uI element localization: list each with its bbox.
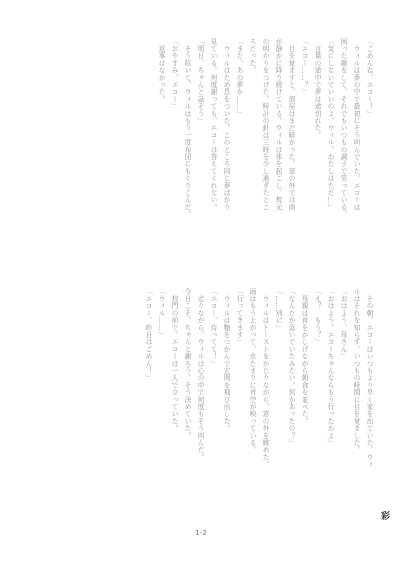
top-text-line: ウィルはため息をついた。このところ同じ夢ばかり (222, 38, 230, 211)
top-text-line: 「ごめんね、エコー！」 (365, 38, 373, 118)
top-text-line: 返事はなかった。 (157, 38, 165, 103)
bottom-text-line: 「なんだか急いでいたみたい。何かあったの？」 (287, 288, 295, 447)
top-text-line: の明かりをつけた。時計の針は三時を少し過ぎたとこ (261, 38, 269, 211)
bottom-text-line: 校門の前で、エコーは一人で立っていた。 (170, 288, 178, 432)
bottom-text-line: 「ウィル……」 (157, 288, 165, 339)
top-text-line: 「明日、ちゃんと話そう」 (196, 38, 204, 125)
bottom-text-line: ウィルはトーストをかじりながら、窓の外を眺めた。 (261, 288, 269, 468)
bottom-text-line: ウィルは鞄をつかんで玄関を飛び出した。 (222, 288, 230, 432)
top-text-line: が静かに降り続けている。ウィルは体を起こし、枕元 (274, 38, 282, 211)
top-text-line: 「気にしないでいいのよ、ウィル。わたしはただ…」 (326, 38, 334, 211)
bottom-text-line: 「……別に」 (274, 288, 282, 332)
page-number: 1-2 (195, 529, 207, 537)
top-text-line: 「エコー……？」 (300, 38, 308, 96)
top-text-line: 目を覚ますと、部屋はまだ暗かった。窓の外では雨 (287, 38, 295, 211)
top-text-line: 困った顔をして、それでもいつもの調子で笑っている。 (339, 38, 347, 218)
edge-mark: 彩 (379, 511, 389, 520)
top-text-line: ろだった。 (248, 38, 256, 74)
bottom-text-line: 母親は首をかしげながら朝食を並べた。 (300, 288, 308, 425)
bottom-text-line: その朝、エコーはいつもより早く家を出ていた。ウィ (365, 288, 373, 468)
bottom-text-line: ルはそれを知らず、いつもの時間に目を覚ました。 (352, 288, 360, 454)
bottom-text-line: 走りながら、ウィルは心の中で何度もそう叫んだ。 (196, 288, 204, 461)
bottom-text-line: 「おはよう、母さん」 (339, 288, 347, 360)
top-text-line: 言葉の途中で夢は途切れた。 (313, 38, 321, 139)
bottom-text-line: 「エコー、昨日はごめん！」 (144, 288, 152, 382)
top-text-line: ウィルは夢の中で最初にそう叫んでいた。エコーは (352, 38, 360, 211)
text-block-bottom (32, 288, 375, 520)
top-text-line: そう呟いて、ウィルはもう一度布団にもぐりこんだ。 (183, 38, 191, 218)
top-text-line: 「また、あの夢か……」 (235, 38, 243, 118)
bottom-text-line: 「おはよう。エコーちゃんならもう行ったわよ」 (326, 288, 334, 447)
bottom-text-line: 雨はもう上がって、水たまりに青空が映っている。 (248, 288, 256, 454)
bottom-text-line: 今日こそ、ちゃんと謝ろう。そう決めていた。 (183, 288, 191, 440)
top-text-line: 「おやすみ、エコー」 (170, 38, 178, 110)
text-block-top (30, 38, 375, 270)
top-text-line: 見ている。何度謝っても、エコーは答えてくれない。 (209, 38, 217, 211)
bottom-text-line: 「エコー、待ってて！」 (209, 288, 217, 368)
bottom-text-line: 「行ってきます」 (235, 288, 243, 346)
bottom-text-line: 「え？ もう？」 (313, 288, 321, 346)
